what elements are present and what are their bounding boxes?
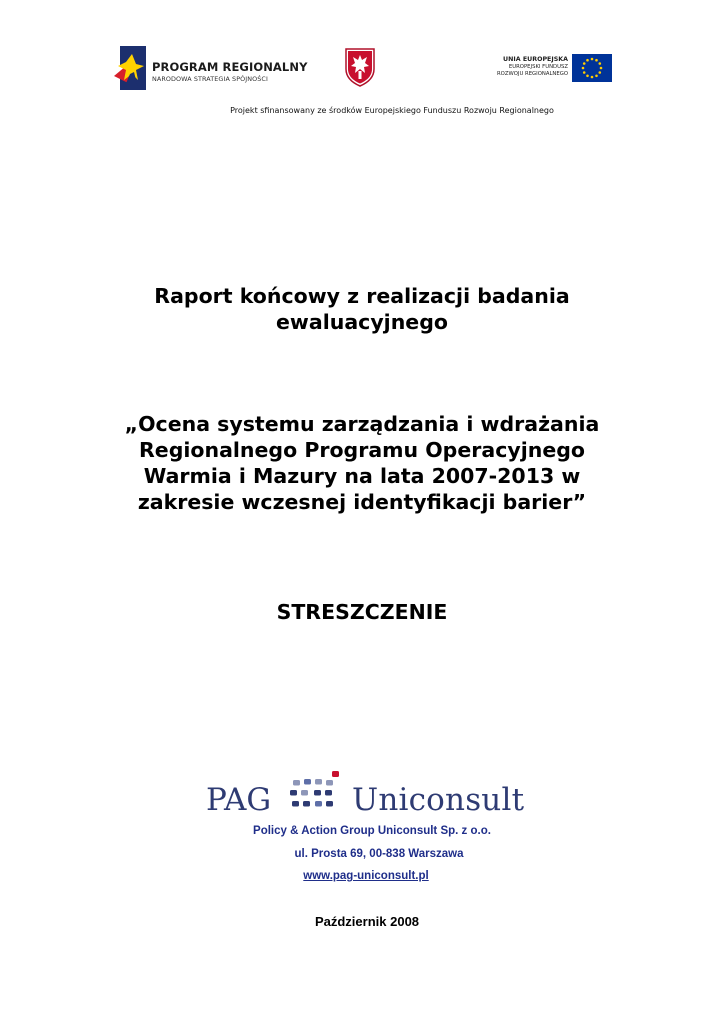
eu-logo (472, 54, 614, 84)
warmia-mazury-coat-of-arms-icon (343, 47, 377, 87)
pag-logo-word: PAG (206, 782, 272, 818)
funding-note: Projekt sfinansowany ze środków Europejskiego Funduszu Rozwoju Regionalnego (230, 106, 554, 115)
uniconsult-logo-word: Uniconsult (352, 782, 525, 818)
eu-logo-line3: ROZWOJU REGIONALNEGO (497, 71, 568, 77)
company-name: Policy & Action Group Uniconsult Sp. z o.o. (253, 825, 491, 837)
program-regionalny-subtitle: NARODOWA STRATEGIA SPÓJNOŚCI (152, 75, 268, 83)
program-regionalny-title: PROGRAM REGIONALNY (152, 60, 308, 74)
eu-flag-icon (572, 54, 612, 82)
report-title-line2: ewaluacyjnego (276, 310, 448, 334)
report-subject-line3: Warmia i Mazury na lata 2007-2013 w (143, 464, 581, 488)
report-title (0, 283, 724, 335)
report-subject-line1: „Ocena systemu zarządzania i wdrażania (124, 412, 600, 436)
company-website (0, 870, 724, 882)
company-address: ul. Prosta 69, 00-838 Warszawa (294, 848, 464, 860)
report-title-line1: Raport końcowy z realizacji badania (154, 284, 570, 308)
program-regionalny-logo (112, 44, 312, 94)
report-subject (0, 411, 724, 515)
program-regionalny-emblem-icon (112, 44, 152, 94)
eu-logo-line1: UNIA EUROPEJSKA (503, 56, 568, 63)
report-subject-line4: zakresie wczesnej identyfikacji barier” (137, 490, 587, 514)
eu-logo-text (497, 56, 568, 78)
report-date: Październik 2008 (314, 914, 420, 929)
company-website-link[interactable]: www.pag-uniconsult.pl (303, 870, 429, 882)
eu-logo-line2: EUROPEJSKI FUNDUSZ (508, 64, 568, 70)
report-subject-line2: Regionalnego Programu Operacyjnego (139, 438, 585, 462)
pag-uniconsult-logo (206, 770, 525, 818)
pag-dots-icon (288, 770, 348, 816)
summary-heading: STRESZCZENIE (276, 600, 448, 624)
